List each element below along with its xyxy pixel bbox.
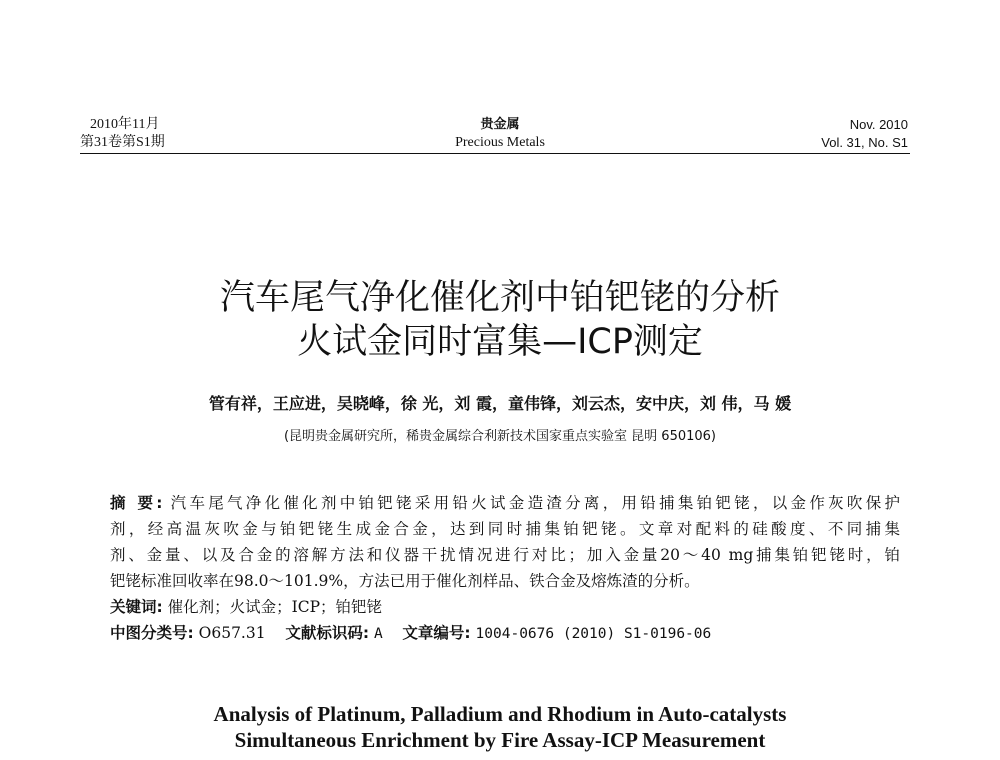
header-journal-en: Precious Metals [455,135,545,150]
abstract-line-4: 钯铑标准回收率在98.0～101.9%，方法已用于催化剂样品、铁合金及熔炼渣的分析。 [110,572,700,590]
clc-value: O657.31 [198,624,266,642]
authors: 管有祥，王应进，吴晓峰，徐 光，刘 霞，童伟锋，刘云杰，安中庆，刘 伟，马 媛 [208,394,792,413]
keywords-text: 催化剂；火试金；ICP；铂钯铑 [167,598,383,616]
classification-line [110,621,900,646]
abstract-label: 摘 要: [110,494,163,512]
keywords-line [110,595,900,619]
article-number-label: 文章编号: [402,624,471,642]
title-cn-line-1: 汽车尾气净化催化剂中铂钯铑的分析 [219,278,780,318]
header-date-cn: 2010年11月 [90,117,160,132]
header-issue-en: Vol. 31, No. S1 [821,135,908,150]
abstract-text-1: 汽车尾气净化催化剂中铂钯铑采用铅火试金造渣分离，用铅捕集铂钯铑，以金作灰吹保护 [170,494,900,512]
title-cn-line-2: 火试金同时富集—ICP测定 [297,322,703,362]
title-en-line-1: Analysis of Platinum, Palladium and Rhodium in Auto-catalysts [213,702,787,726]
header-date-en: Nov. 2010 [849,117,908,132]
article-number-value: 1004-0676 (2010) S1-0196-06 [475,626,712,642]
header-issue-cn: 第31卷第S1期 [80,135,165,150]
header-rule [80,153,910,154]
title-en-line-2: Simultaneous Enrichment by Fire Assay-ICP Measurement [234,728,766,752]
doc-code-label: 文献标识码: [285,624,370,642]
abstract-line-1 [110,491,900,515]
abstract-line-3: 剂、金量、以及合金的溶解方法和仪器干扰情况进行对比；加入金量20～40 mg捕集铂钯铑时，铂 [110,546,900,564]
clc-label: 中图分类号: [110,624,194,642]
abstract-line-2: 剂，经高温灰吹金与铂钯铑生成金合金，达到同时捕集铂钯铑。文章对配料的硅酸度、不同捕集 [110,520,900,538]
header-journal-cn: 贵金属 [480,117,520,132]
doc-code-value: A [373,626,383,642]
keywords-label: 关键词: [110,598,163,616]
affiliation: (昆明贵金属研究所，稀贵金属综合利新技术国家重点实验室 昆明 650106) [283,429,717,444]
